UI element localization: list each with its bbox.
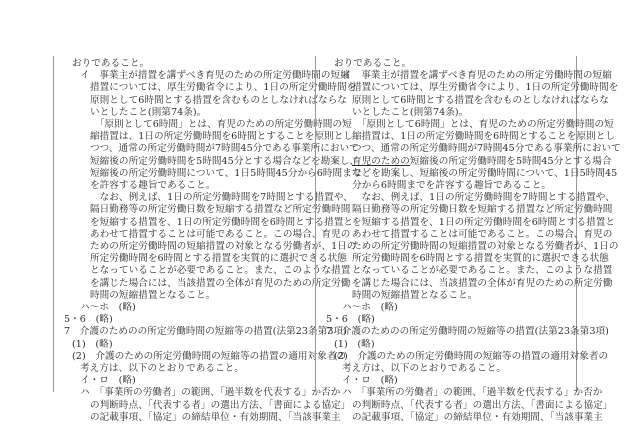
text-line: おりであること。 — [334, 58, 412, 69]
text-line: 縮措置は、1日の所定労働時間を6時間とすることを原則とし — [90, 131, 354, 143]
text-line: ハ～ホ (略) — [80, 302, 136, 313]
text-line: 「原則として6時間」とは、育児のための所定労働時間の短 — [90, 119, 352, 130]
text-line: となっていることが必要であること。また、このような措置 — [90, 265, 351, 277]
text-line: イ・ロ (略) — [342, 375, 398, 387]
text-line: 原則として6時間とする措置を含むものとしなければならな — [352, 94, 609, 106]
text-line: 所定労働時間を6時間とする措置を実質的に選択できる状態 — [90, 253, 347, 265]
text-line: を短縮する措置を、1日の所定労働時間を6時間とする措置と — [90, 216, 354, 228]
right-column-after-revision — [315, 56, 621, 423]
text-line: 分から6時間までを許容する趣旨であること。 — [352, 180, 552, 191]
text-line: 7 介護のためのの所定労働時間の短縮等の措置(法第23条第3項) — [64, 326, 347, 338]
text-line: あわせて措置することは可能であること。この場合、育児の — [352, 228, 613, 240]
text-line: を短縮する措置を、1日の所定労働時間を6時間とする措置と — [352, 216, 616, 228]
text-line: ための所定労働時間の短縮措置の対象となる労働者が、1日の — [352, 241, 619, 252]
text-line: 5・6 (略) — [64, 314, 113, 326]
text-line: 隔日勤務等の所定労働日数を短縮する措置など所定労働時間 — [90, 204, 351, 216]
text-line: 考え方は、以下のとおりであること。 — [80, 363, 244, 374]
text-line: の記載事項、「協定」の締結単位・有効期間、「当該事業主 — [90, 411, 341, 423]
text-line: イ 事業主が措置を講ずべき育児のための所定労働時間の短縮 — [342, 70, 612, 82]
text-line: (2) 介護のための所定労働時間の短縮等の措置の適用対象者の — [334, 350, 609, 362]
text-line: となっていることが必要であること。また、このような措置 — [352, 265, 613, 277]
text-line: あわせて措置することは可能であること。この場合、育児の — [90, 228, 351, 240]
text-line: の判断時点、「代表する者」の選出方法、「書面による協定」 — [90, 399, 351, 411]
text-line: の記載事項、「協定」の締結単位・有効期間、「当該事業主 — [352, 411, 603, 423]
text-line: 時間の短縮措置となること。 — [90, 289, 216, 301]
text-line: 措置については、厚生労働省令により、1日の所定労働時間を — [90, 82, 357, 94]
text-line: 短縮後の所定労働時間について、1日5時間45分から6時間まで — [90, 167, 362, 179]
text-line: (1) (略) — [334, 338, 375, 350]
underlined-revision: 育児のための — [352, 155, 410, 167]
text-line: なお、例えば、1日の所定労働時間を7時間とする措置や、 — [90, 192, 353, 204]
text-line: ハ 「事業所の労働者」の範囲、「過半数を代表する」か否か — [342, 387, 603, 399]
text-line: ハ 「事業所の労働者」の範囲、「過半数を代表する」か否か — [80, 387, 341, 399]
text-line: 縮措置は、1日の所定労働時間を6時間とすることを原則とし — [352, 131, 616, 143]
text-line: 隔日勤務等の所定労働日数を短縮する措置など所定労働時間 — [352, 204, 613, 216]
text-line: イ・ロ (略) — [80, 375, 136, 387]
text-line: おりであること。 — [72, 58, 150, 69]
text-line: ハ～ホ (略) — [342, 302, 398, 313]
text-line: 原則として6時間とする措置を含むものとしなければならな — [90, 94, 347, 106]
text-line: (2) 介護のための所定労働時間の短縮等の措置の適用対象者の — [72, 350, 347, 362]
text-line: などを勘案し、短縮後の所定労働時間について、1日5時間45 — [352, 167, 618, 179]
text-line: イ 事業主が措置を講ずべき育児のための所定労働時間の短縮 — [80, 70, 350, 82]
text-line: 時間の短縮措置となること。 — [352, 289, 478, 301]
text-line: を許容する趣旨であること。 — [90, 180, 216, 191]
text-line: ための所定労働時間の短縮措置の対象となる労働者が、1日の — [90, 241, 357, 252]
text-line: 考え方は、以下のとおりであること。 — [342, 363, 506, 374]
text-line: つつ、通常の所定労働時間が7時間45分である事業所において — [90, 143, 359, 155]
text-line: の判断時点、「代表する者」の選出方法、「書面による協定」 — [352, 399, 613, 411]
text-line: いとしたこと(則第74条)。 — [352, 106, 469, 118]
left-column-before-revision — [53, 56, 362, 423]
text-line: 7 介護のためのの所定労働時間の短縮等の措置(法第23条第3項) — [326, 326, 609, 338]
text-line: 所定労働時間を6時間とする措置を実質的に選択できる状態 — [352, 253, 609, 265]
text-line: を講じた場合には、当該措置の全体が育児のための所定労働 — [352, 277, 613, 289]
text-line: 短縮後の所定労働時間を5時間45分とする場合などを勘案し、 — [90, 155, 360, 167]
line-text: 短縮後の所定労働時間を5時間45分とする場合 — [409, 155, 612, 167]
text-line: なお、例えば、1日の所定労働時間を7時間とする措置や、 — [352, 192, 615, 204]
text-line: いとしたこと(則第74条)。 — [90, 106, 207, 118]
text-line — [352, 156, 612, 168]
text-line: 「原則として6時間」とは、育児のための所定労働時間の短 — [352, 119, 614, 130]
text-line: 5・6 (略) — [326, 314, 375, 326]
text-line: 措置については、厚生労働省令により、1日の所定労働時間を — [352, 82, 619, 94]
text-line: を講じた場合には、当該措置の全体が育児のための所定労働 — [90, 277, 351, 289]
text-line: (1) (略) — [72, 338, 113, 350]
text-line: つつ、通常の所定労働時間が7時間45分である事業所において — [352, 143, 621, 155]
